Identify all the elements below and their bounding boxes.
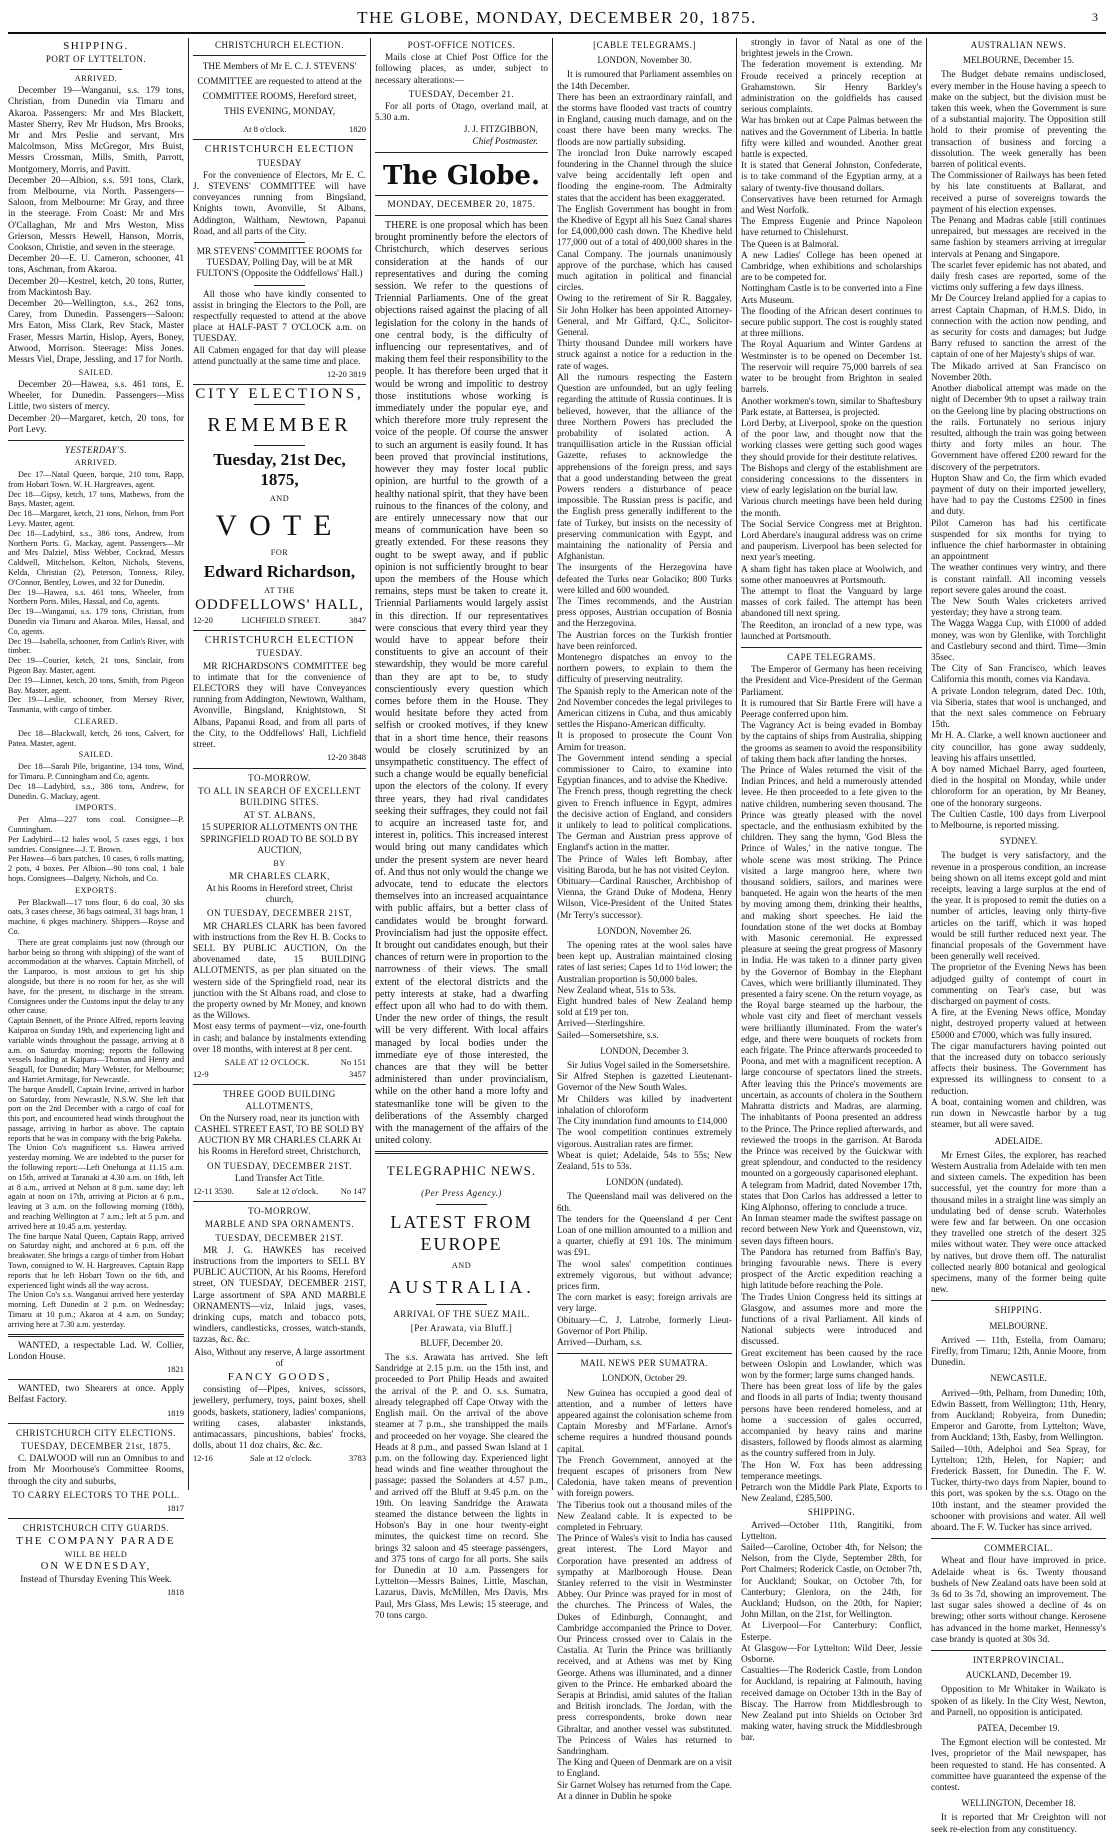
city-elections: CITY ELECTIONS, [195, 386, 364, 403]
masthead [0, 0, 1114, 34]
election-body: THE Members of Mr E. C. J. STEVENS' COMMITTEE are requested to attend at the COMMITTEE ROOMS, Hereford street, THIS EVENING, MONDAY, [197, 62, 362, 118]
divider [193, 384, 366, 385]
ad-wanted-shearers: WANTED, two Shearers at once. Apply Belfast Factory. [8, 1384, 184, 1406]
ad-ref: 12-20 3819 [327, 369, 366, 380]
dateline-melbourne-2: MELBOURNE. [989, 1320, 1048, 1331]
yesterday-list: Dec 17—Natal Queen, barque, 210 tons, Rapp, from Hobart Town. W. H. Hargreaves, agent. Dec 18—Gipsy, ketch, 17 tons, Mathews, from the Bays. Master, agent. Dec 18—Margaret, ketch, 21 tons, Nelson, from Port Levy. Master, agent. Dec 18—Ladybird, s.s., 386 tons, Andrew, from Northern Ports. G. Mackay, agent. Passengers—Mr and Mrs Dalziel, Miss Webber, Cockrad, Messrs Caldwell, Mitchelson, Kelton, Nichols, Stevens, Kelda, Christian (2), Peterson, Tonness, Riley, O'Connor, Bentley, Lowes, and 32 for Dunedin. Dec 19—Hawea, s.s. 461 tons, Wheeler, from Northern Ports. Miles, Hassal, and Co, agents. Dec 19—Wanganui, s.s. 179 tons, Christian, from Dunedin via Timaru and Akaroa. Miles, Hassal, and Co, agents. Dec 19—Isabella, schooner, from Catlin's River, with timber. Dec 19—Courier, ketch, 21 tons, Sinclair, from Pigeon Bay. Master, agent. Dec 19—Linnet, ketch, 20 tons, Smith, from Pigeon Bay. Master, agent. Dec 19—Leslie, schooner, from Mersey River, Tasmania, with cargo of timber. [8, 470, 184, 715]
elections-ad-tag: TO CARRY ELECTORS TO THE POLL. [12, 1489, 180, 1500]
dateline-london-dec3: LONDON, December 3. [600, 1045, 689, 1056]
guards-on: ON WEDNESDAY, [40, 1561, 152, 1573]
post-office-heading: POST-OFFICE NOTICES. [407, 40, 516, 50]
divider [254, 285, 306, 286]
richardson-heading: CHRISTCHURCH ELECTION [204, 635, 355, 647]
yesterday-heading: YESTERDAY'S. [64, 445, 128, 456]
telegraphic-sub: (Per Press Agency.) [421, 1188, 502, 1199]
hall-name: ODDFELLOWS' HALL, [195, 596, 364, 613]
divider [8, 440, 184, 441]
ad-ref: No 151 [340, 1056, 366, 1067]
telegraphic-body: The s.s. Arawata has arrived. She left Sandridge at 2.15 p.m. on the 15th inst, and proceeded to Port Philip Heads and awaited the arrival of the P. and O. s.s. Sumatra, already telegraphed off Cape Otway with the English mail. On the arrival of the above steamer at 7 p.m., she transhipped the mails and proceeded on her voyage. She cleared the Heads at 8 p.m., and passed Swan Island at 1 p.m. on the following day. Experienced light head winds and fine weather throughout the passage; passed the Solanders at 4.57 p.m., and arrived off the Bluff at 9.45 p.m. on the 19th. On leaving Sandridge the Arawata steamed the distance between the lights in Hobson's Bay in one hour twenty-eight minutes, the quickest time on record. She brings 32 saloon and 45 steerage passengers, and 375 tons of cargo for all ports. She sails for Dunedin at 10 a.m. Passengers for Lyttelton—Messrs Baines, Little, Maschan, Lazarus, Davis, McMillen, Mrs Davis, Mrs Paul, Mrs Glass, Mrs Lewis; 15 steerage, and 70 tons cargo. [375, 1353, 548, 1621]
and-label: AND [451, 1260, 472, 1270]
committee-rooms: MR STEVENS' COMMITTEE ROOMS for TUESDAY, Polling Day, will be at MR FULTON'S (Opposite the Oddfellows' Hall.) [196, 247, 363, 280]
ad-ref: 1820 [349, 124, 366, 135]
melbourne-body: The Budget debate remains undisclosed, every member in the House having a speech to make on the subject, but the division must be taken this week, when the Government is sure of a substantial majority. The Opposition still hold to their promise of preventing the transaction of business and forcing a dissolution. The week generally has been barren of political events. The Commissioner of Railways has been feted by his late constituents at Ballarat, and received a purse of sovereigns towards the payment of his election expenses. The Penang and Madras cable [still continues unrepaired, but messages are received in the same fashion by steamers arriving at irregular intervals at Penang and Singapore. The scarlet fever epidemic has not abated, and daily fresh cases are reported, some of the victims only suffering a few days illness. Mr De Courcey Ireland applied for a capias to arrest Captain Chapman, of H.M.S. Dido, in connection with the action now pending, and as security for costs and damages; but Judge Barry refused to sanction the arrest of the captain of one of her Majesty's ships of war. The Mikado arrived at San Francisco on November 20th. Another diabolical attempt was made on the night of December 9th to upset a railway train on the Geelong line by placing obstructions on the rails. Fortunately no serious injury resulted, although the train was going between thirty and forty miles an hour. The Government have offered £200 reward for the discovery of the perpetrators. Hupton Shaw and Co, the firm which evaded payment of duty on their imported jewellery, have had to pay the Customs £2500 in fines and duty. Pilot Cameron has had his certificate suspended for six months for trying to influence the chief harbormaster in obtaining an appointment The weather continues very wintry, and there is constant rainfall. All incoming vessels report severe gales around the coast. The New South Wales cricketers arrived yesterday; they have a strong team. The Wagga Wagga Cup, with £1000 of added money, was won by Glenlike, with Torchlight and Castlebury second and third. Time—3min 35sec. The City of San Francisco, which leaves California this month, comes via Kandava. A private London telegram, dated Dec. 10th, via Siberia, states that wool is unchanged, and that the next sales commence on February 15th. Mr H. A. Clarke, a well known auctioneer and city councillor, has gone away suddenly, leaving his affairs unsettled. A boy named Michael Barry, aged fourteen, died in the hospital on Monday, while under chloroform for an operation, by Mr Beaney, one of the honorary surgeons. The Cultien Castle, 100 days from Liverpool to Melbourne, is reported missing. [931, 70, 1106, 832]
commercial-heading: COMMERCIAL. [984, 1543, 1053, 1554]
cape-body: The Emperor of Germany has been receiving the President and Vice-President of the German Parliament. It is rumoured that Sir Bartle Frere will have a Peerage conferred upon him. The Vagrancy Act is being evaded in Bombay by the captains of ships from Australia, shipping the grooms as seamen to avoid the responsibility of taking them back after landing the horses. The Prince of Wales returned the visit of the Indian Princes, and held a numerously attended levee. He then proceeded to a fete given to the native children, numbering seven thousand. The Prince was greatly pleased with the novel spectacle, and the enthusiasm exhibited by the children. They sang the hymn, 'God Bless the Prince of Wales,' in the native tongue. The whole scene was most striking. The Prince visited a large mangroo here, where two thousand soldiers, sailors, and marines were banqueted. He again won the hearts of the men by moving among them, drinking their healths, and making short speeches. He laid the foundation stone of the wet docks at Bombay with Masonic ceremonial. He expressed pleasure at seeing the great progress of Masonry in India. He was taken to a dinner party given by the Governor of Bombay in the Elephant Caves, which were brilliantly illuminated. They presented a fairy scene. On the return voyage, as the Royal barge steamed up the harbour, the whole vast city and fleet of merchant vessels were brilliantly illuminated. From the water's edge, and there were bouquets of rockets from each frigate. The Prince afterwards proceeded to Poona, and met with a magnificent reception. A large concourse of spectators lined the streets. After leaving this the Prince's movements are uncertain, as accounts of cholera in the Southern Mahratta districts and Madras, are alarming. The inhabitants of Poona presented an address to the Prince. The Prince replied afterwards, and reviewed the troops in the garrison. At Baroda the Prince was received by the Guickwar with great splendour, and conducted to the residency mounted on a gorgeously caparisoned elephant. A telegram from Madrid, dated November 17th, states that Don Carlos has addressed a letter to King Alphonso, offering to conclude a truce. An Inman steamer made the swiftest passage on record between New York and Queenstown, viz, seven days fifteen hours. The Pandora has returned from Baffin's Bay, bringing favourable news. There is every prospect of the Arctic expedition reaching a high latitude before reaching the Pole. The Trades Union Congress held its sittings at Glasgow, and assumes more and more the functions of a rival Parliament. All kinds of National subjects were introduced and discussed. Great excitement has been caused by the race between Oslopin and Lowlander, which was won by the former; large sums changed hands. There has been great loss of life by the gales and floods in all parts of India; twenty thousand persons have been rendered homeless, and at home a succession of gales occurred, accompanied by heavy rains and marine disasters, followed by floods almost as alarming as the country suffered from in July. The Hon W. Fox has been addressing temperance meetings. Petrarch won the Middle Park Plate, Exports to New Zealand, £285,500. [741, 665, 922, 1505]
divider [436, 1204, 488, 1205]
three-lots-heading: THREE GOOD BUILDING ALLOTMENTS, [223, 1089, 336, 1111]
for-label: FOR [270, 548, 289, 558]
interprovincial-heading: INTERPROVINCIAL. [972, 1655, 1065, 1666]
ad-ref: 3847 [348, 615, 366, 626]
election-heading: CHRISTCHURCH ELECTION. [214, 40, 344, 50]
three-lots-sale: Sale at 12 o'clock. [256, 1186, 319, 1196]
divider [193, 139, 366, 140]
arrived-list: December 19—Wanganui, s.s. 179 tons, Christian, from Dunedin via Timaru and Akaroa. Passengers: Mr and Mrs Blackett, Master Sherry, Rev Mr Hudson, Mrs Brooks, Mr and Mrs Peslie and servant, Mrs Malcolmson, Miss McGregor, Mrs Buist, Messrs Crossman, Mills, Smith, Parrott, Montgomery, Morris, and Pavitt. December 20—Albion, s.s. 591 tons, Clark, from Melbourne, via North. Passengers—Saloon, from Melbourne: Mr Gray, and three in the steerage. From Coast: Mr and Mrs O'Callaghan, Mr and Mrs Weston, Miss Grierson, Messrs Hewell, Hanson, Morris, Cookson, Christie, and seven in the steerage. December 20—E. U. Cameron, schooner, 41 tons, Aschman, from Akaroa. December 20—Kestrel, ketch, 20 tons, Rutter, from Mackintosh Bay. December 20—Wellington, s.s., 262 tons, Carey, from Dunedin. Passengers—Saloon: Mrs Eaton, Miss Clark, Rev Stack, Master Fraser, Messrs Martin, Hislop, Ayers, Boney, Atwood, Morrison. Steerage: Miss Jones. Messrs Viel, Drape, Jessling, and 17 for North. [8, 86, 184, 366]
elections-ad-heading: CHRISTCHURCH CITY ELECTIONS. [16, 1427, 176, 1438]
divider [70, 69, 123, 70]
cable-body: It is rumoured that Parliament assembles on the 14th December. There has been an extraordinary rainfall, and the storms have flooded vast tracts of country in England, causing much damage, and on the coast there have been many wrecks. The floods are now partially subsiding. The ironclad Iron Duke narrowly escaped foundering in the Channel through the sluice valve being accidentally left open and flooding the engine-room. The Admiralty states that the accident has been exaggerated. The English Government has bought in from the Khedive of Egypt all his Suez Canal shares for £4,000,000 cash down. The Khedive held 177,000 out of a total of 400,000 shares in the Canal Company. The journals unanimously approve of the purchase, which has caused much agitation in political and financial circles. Owing to the retirement of Sir R. Baggaley, Sir John Holker has been appointed Attorney-General, and Mr Giffard, Q.C., Solicitor-General. Thirty thousand Dundee mill workers have struck against a notice for a reduction in the rate of wages. All the rumours respecting the Eastern Question are unfounded, but an ugly feeling regarding the attitude of Russia continues. It is believed, however, that the alliance of the three Northern Powers has precluded the probability of isolated action. A tranquillisation article in the Russian official Gazette, refuses to acknowledge the apprehensions of the foreign press, and says that a good understanding between the great Powers renders a disturbance of peace impossible. The Russian press is pacific, and the English press generally indifferent to the fate of Turkey, but insists on the necessity of preserving communication with Egypt, and maintaining the nationality of Persia and Afghanistan. The insurgents of the Herzegovina have defeated the Turks near Golaciko; 800 Turks were killed and 600 wounded. The Times recommends, and the Austrian press opposes, Austrian occupation of Bosnia and the Herzegovina. The Austrian forces on the Turkish frontier have been reinforced. Montenegro dispatches an envoy to the northern powers, to explain to them the difficulty of preserving neutrality. The Spanish reply to the American note of the 2nd November concedes the legal privileges to American citizens in Cuba, and thus amicably settles the Hispano-American difficulty. It is proposed to prosecute the Count Von Arnim for treason. The Government intend sending a special commissioner to Cairo, to examine into Egyptian finances, and to advise the Khedive. The French press, though regretting the check given to French influence in Egypt, admires the decisive action of England, and considers it unlikely to lead to political complications. The German and Austrian press approve of England's action in the matter. The Prince of Wales left Bombay, after visiting Baroda, but he has not visited Ceylon. Obituary—Cardinal Rauscher, Archbishop of Vienna, the Grand Duke of Modena, Henry Wilson, Vice-President of the United States (Mr Terry's successor). [557, 70, 732, 921]
column-5-news [736, 38, 926, 1744]
divider [375, 215, 548, 216]
divider [931, 1650, 1106, 1651]
dateline-auckland: AUCKLAND, December 19. [965, 1670, 1072, 1681]
fancy-goods: FANCY GOODS, [227, 1371, 332, 1384]
patea-body: The Egmont election will be contested. Mr Ives, proprietor of the Mail newspaper, has been requested to stand. He has consented. A committee have guaranteed the expense of the contest. [931, 1738, 1106, 1794]
suez-mail: ARRIVAL OF THE SUEZ MAIL. [393, 1309, 530, 1320]
ad-ref: No 147 [340, 1186, 366, 1196]
sailed-label: SAILED. [78, 368, 114, 378]
exports-list: Per Blackwall—17 tons flour, 6 do coal, 30 sks oats, 3 cases cheese, 36 bags oatmeal, 31 bags bran, 1 machine, 6 pkges machinery. Shippers—Royse and Co. [8, 897, 184, 936]
shipping-heading-2: SHIPPING. [807, 1507, 856, 1518]
three-lots-body: On the Nursery road, near its junction with CASHEL STREET EAST, TO BE SOLD BY AUCTION BY MR CHARLES CLARK At his Rooms in Hereford street, Christchurch, [194, 1113, 365, 1158]
exports-label: EXPORTS. [75, 885, 117, 895]
post-office-date: TUESDAY, December 21. [408, 88, 515, 99]
guards-instead: Instead of Thursday Evening This Week. [20, 1574, 172, 1585]
dateline-newcastle: NEWCASTLE. [990, 1373, 1047, 1384]
divider [254, 404, 306, 405]
melbourne-shipping: Arrived — 11th, Estella, from Oamaru; Firefly, from Timaru; 12th, Annie Moore, from Dunedin. [931, 1335, 1106, 1369]
globe-date: MONDAY, DECEMBER 20, 1875. [387, 199, 536, 210]
helpers-body: All those who have kindly consented to assist in bringing the Electors to the Poll, are respectfully requested to attend at the above place at HALF-PAST 7 O'CLOCK a.m. on TUESDAY. All Cabmen engaged for that day will please attend punctually at the same time and place. [193, 289, 366, 367]
dateline-patea: PATEA, December 19. [977, 1723, 1060, 1734]
imports-list: Per Alma—227 tons coal. Consignee—P. Cunningham. Per Ladybird—12 bales wool, 5 cases eggs, 1 box sundries. Consignee—J. T. Brown. Per Hawea—6 bars patches, 10 cases, 6 rolls matting, 2 pots, 4 boxes. Per Albion—90 tons coal, 1 bale hops. Consignees—Dalgety, Nichols, and Co. [8, 815, 184, 883]
fancy-body: consisting of—Pipes, knives, scissors, jewellery, perfumery, toys, paint boxes, shell goods, baskets, stationery, ladies' companions, writing cases, alabaster inkstands, antimacassars, pincushions, babies' frocks, dolls, about 11 doz chairs, &c. &c. [193, 1385, 366, 1452]
marble-heading: MARBLE AND SPA ORNAMENTS. [204, 1219, 355, 1230]
editorial-body: THERE is one proposal which has been brought prominently before the electors of Christchurch, which deserves serious consideration at the hands of our representatives and during the coming session. We refer to the questions of Triennial Parliaments. One of the great objections raised against the placing of all legislation for the colony in the hands of one central body, is the difficulty of influencing our representatives, and of making them feel their responsibility to the people. It has therefore been urged that it would be wrong and impolitic to destroy those institutions whose working is immediately under the popular eye, and which therefore more truly represent the voice of the people. Of course the answer to such an argument is easily found. It has been proved that provincial institutions, however they may foster local public opinion, are hurtful to the growth of a healthy national spirit, that they have been ruinous to the finances of the colony, and are entirely unnecessary now that our means of communication have been so greatly extended. For these reasons they ought to be swept away, and if public opinion is not sufficiently brought to bear upon the members of the House which remains, steps must be taken to create it. Triennial Parliaments would largely assist in this direction. If our representatives were conscious that every third year they would have to appear before their constituents to give an account of their stewardship, they would be more careful than they are apt to be, to study conscientiously every question which comes before them in the House. They would hesitate before they acted from selfish or crooked motives, if they knew that in a short time hence, their reasons would be closely scrutinized by an unsympathetic constituency. The effect of such a change would be equally beneficial upon the electors of the colony. If every three years, they had rival candidates seeking their suffrages, they could not fail to acquire an increased taste for, and interest in, politics. This increased interest would bring out many candidates which under the present system are never heard of. And thus not only would the change we advocate, tend to educate the electors themselves into an increased acquaintance with public affairs, but a better class of candidates would be brought forward. Provincialism had just the opposite effect. It brought out candidates enough, but their chances of return were in proportion to the narrowness of their views. The small extent of the electoral districts and the petty interests at stake, had a dwarfing effect upon all who had to do with them. Under the new order of things, the result will be very different. With local affairs managed by local bodies under the immediate eye of those interested, the chances are that they will be better administered than under provincialism, while on the other hand a more lofty and statesmanlike tone will be given to the deliberations of the Assembly charged with the management of the affairs of the united colony. [375, 220, 548, 1147]
tomorrow-label: TO-MORROW. [248, 772, 311, 783]
wellington-body: It is reported that Mr Creighton will not seek re-election from any constituency. [931, 1813, 1106, 1835]
newspaper-title: THE GLOBE, MONDAY, DECEMBER 20, 1875. [357, 8, 757, 27]
divider [8, 1334, 184, 1337]
divider [931, 1300, 1106, 1301]
divider [375, 1151, 548, 1154]
newcastle-shipping: Arrived—9th, Pelham, from Dunedin; 10th, Edwin Bassett, from Wellington; 11th, Henry, from Auckland; Robyeira, from Dunedin; Emperor and Garotte, from Lyttelton; Wave, from Auckland; 13th, Easby, from Wellington. Sailed—10th, Adelphoi and Sea Spray, for Lyttelton; 12th, Helen, for Napier; and Frederick Bassett, for Dunedin. The F. W. Tucker, thirty-two days from Napier, bound to this port, was spoken by the s.s. Otago on the 10th instant, and the steamer provided the schooner with provisions and water. All well aboard. The F. W. Tucker has since arrived. [931, 1388, 1106, 1533]
shipping-heading: SHIPPING. [63, 40, 129, 52]
tomorrow-label-2: TO-MORROW. [248, 1206, 311, 1217]
hall-address: LICHFIELD STREET. [241, 615, 321, 626]
remember: REMEMBER [207, 414, 352, 437]
shipping-body-2: Arrived—October 11th, Rangitiki, from Lyttelton. Sailed—Caroline, October 4th, for Nelson; the Nelson, from the Clyde, September 28th, for Port Chalmers; Roderick Castle, on October 7th, for Auckland; Soukar, on October 7th, for Canterbury; Glenlora, on the 24th, for Auckland; Hudson, on the 20th, for Napier; John Millan, on the 21st, for Wellington. At Liverpool—For Canterbury: Conflict, Esterpe. At Glasgow—For Lyttelton: Wild Deer, Jessie Osborne. Casualties—The Roderick Castle, from London for Auckland, is repairing at Falmouth, having received damage on October 13th in the Bay of Biscay. The Harrow from Middlesbrough to New Zealand put into Shields on October 3rd making water, having struck the Middlesbrough bar. [741, 1520, 922, 1744]
sites-lots: 15 SUPERIOR ALLOTMENTS ON THE SPRINGFIELD ROAD TO BE SOLD BY AUCTION, [200, 823, 359, 856]
imports-label: IMPORTS. [75, 803, 117, 813]
column-6-australian [926, 38, 1110, 1835]
yesterday-arrived-label: ARRIVED. [74, 458, 118, 468]
marble-body: MR J. G. HAWKES has received instructions from the importers to SELL BY PUBLIC AUCTION, At his Rooms, Hereford street, ON TUESDAY, DECEMBER 21ST, Large assortment of SPA AND MARBLE ORNAMENTS—viz, Inlaid jugs, vases, drinking cups, match and tobacco pots, windlers, candlesticks, crosses, watch-stands, tazzas, &c. &c. [193, 1245, 366, 1346]
ad-ref: 3457 [349, 1069, 366, 1080]
cable-heading: [CABLE TELEGRAMS.] [593, 40, 696, 50]
candidate-name: Edward Richardson, [203, 562, 356, 582]
column-2-advertisements [188, 38, 370, 1490]
cleared-label: CLEARED. [74, 717, 118, 727]
ad-ref: 12-16 [193, 1453, 213, 1464]
dateline-london-nov26: LONDON, November 26. [597, 925, 692, 936]
three-lots-date: ON TUESDAY, DECEMBER 21ST. [207, 1160, 352, 1171]
marble-also: Also, Without any reserve, A large assortment of [194, 1347, 365, 1369]
guards-will: WILL BE HELD [64, 1549, 128, 1559]
ad-ref: 3783 [349, 1453, 366, 1464]
tuesday-body: For the convenience of Electors, Mr E. C. J. STEVENS' COMMITTEE will have conveyances running from Bingsland, Knights town, Avonville, St Albans, Addington, Waltham, Newtown, Papanui Road, and all parts of the City. [193, 170, 366, 237]
masthead-rule [8, 32, 1106, 34]
and-label: AND [269, 494, 290, 504]
mail-news-body: New Guinea has occupied a good deal of attention, and a number of letters have appeared against the colonisation scheme from Captain Moresby and M'Farlane. Arnot's scheme requires a hundred thousand pounds capital. The French Government, annoyed at the frequent escapes of prisoners from New Caledonia, have taken means of prevention with foreign powers. The Tiberius took out a thousand miles of the New Zealand cable. It is expected to be completed in February. The Prince of Wales's visit to India has caused great interest. The Lord Mayor and Corporation have presented an address of sympathy at Marlborough House. Dean Stanley referred to the visit in Westminster Abbey. Our Prince was prayed for in most of the churches. The Princess of Wales, the Dukes of Edinburgh, Connaught, and Cambridge accompanied the Prince to Dover. Our Princess crossed over to Calais in the Castalia. At Turin the Prince was brilliantly received, and at Athens was met by King George. Athens was illuminated, and a dinner given to the Prince. He embarked aboard the Serapis at Brindisi, amid salutes of the Italian and British ironclads. The Jordan, with the press correspondents, broke down near Gibraltar, and another vessel was substituted. The Princess of Wales has returned to Sandringham. The King and Queen of Denmark are on a visit to England. Sir Garnet Wolsey has returned from the Cape. At a dinner in Dublin he spoke [557, 1388, 732, 1802]
divider [436, 1304, 488, 1305]
sites-heading: TO ALL IN SEARCH OF EXCELLENT BUILDING SITES. [198, 785, 361, 807]
sites-sale: SALE AT 12 O'CLOCK. [224, 1056, 310, 1067]
divider [254, 445, 306, 446]
sailed-list: December 20—Hawea, s.s. 461 tons, E. Wheeler, for Dunedin. Passengers—Miss Little, two sisters of mercy. December 20—Margaret, ketch, 20 tons, for Port Levy. [8, 380, 184, 435]
divider [193, 1084, 366, 1085]
elections-ad-date: TUESDAY, DECEMBER 21st, 1875. [20, 1441, 172, 1452]
divider [557, 1353, 732, 1354]
guards-heading: CHRISTCHURCH CITY GUARDS. [22, 1523, 170, 1534]
ad-ref: 12-9 [193, 1069, 209, 1080]
column-4-cable [552, 38, 736, 1802]
post-office-body: Mails close at Chief Post Office for the following places, as under, subject to necessary alterations:— [375, 53, 548, 86]
dateline-bluff: BLUFF, December 20. [420, 1337, 503, 1348]
divider [8, 1518, 184, 1519]
sailed2-label: SAILED. [78, 750, 114, 760]
sites-location: AT ST. ALBANS, [243, 810, 316, 821]
latest-from-europe: LATEST FROM EUROPE [390, 1211, 533, 1254]
divider [741, 647, 922, 648]
dateline-london-undated: LONDON (undated). [606, 1177, 683, 1188]
post-office-signature: J. J. FITZGIBBON, [463, 125, 538, 136]
divider [931, 1538, 1106, 1539]
dateline-sydney: SYDNEY. [999, 836, 1038, 847]
per-arawata: [Per Arawata, via Bluff.] [410, 1322, 513, 1333]
tuesday-date: Tuesday, 21st Dec, 1875, [213, 450, 346, 490]
sites-by: BY [273, 858, 286, 868]
australia: AUSTRALIA. [388, 1277, 535, 1298]
divider [193, 768, 366, 769]
london-nov26-body: The opening rates at the wool sales have been kept up. Australian maintained closing rates of last series; Capes 1d to 1½d lower; the Australian proportion is 50,000 bales. New Zealand wheat, 51s to 53s. Eight hundred bales of New Zealand hemp sold at £19 per ton. Arrived—Sterlingshire. Sailed—Somersetshire, s.s. [557, 941, 732, 1041]
cleared-list: Dec 18—Blackwall, ketch, 26 tons, Calvert, for Patea. Master, agent. [8, 728, 184, 748]
dateline-london-oct29: LONDON, October 29. [602, 1373, 687, 1384]
election-time: At 8 o'clock. [243, 124, 287, 135]
divider [8, 1423, 184, 1424]
tuesday-sub: TUESDAY [257, 157, 302, 168]
globe-title: The Globe. [382, 160, 541, 191]
marble-date: TUESDAY, DECEMBER 21ST. [215, 1232, 344, 1243]
column-3-editorial [370, 38, 552, 1621]
ad-ref: 12-20 3848 [327, 752, 366, 763]
dateline-wellington: WELLINGTON, December 18. [961, 1798, 1076, 1809]
sites-auctioneer: MR CHARLES CLARK, [229, 870, 330, 881]
tuesday-heading: CHRISTCHURCH ELECTION [204, 144, 355, 156]
dateline-melbourne: MELBOURNE, December 15. [963, 55, 1074, 66]
post-office-detail: For all ports of Otago, overland mail, at 5.30 a.m. [375, 102, 548, 124]
divider [254, 242, 306, 243]
adelaide-body: Mr Ernest Giles, the explorer, has reached Western Australia from Adelaide with ten men and sixteen camels. The expedition has been successful, yet the country for more than a thousand miles in a straight line was simply an undulating bed of dense scrub. Waterholes were few and far between. On one occasion they travelled one stretch of the desert 325 miles without water. They were once attacked by natives, but drove them off. The naturalist collected nearly 800 botanical and geological specimens, many of the former being quite new. [931, 1150, 1106, 1296]
divider [193, 55, 366, 56]
commercial-body: Wheat and flour have improved in price. Adelaide wheat is 6s. Twenty thousand bushels of New Zealand oats have been sold at 3s 6d to 3s 7d, showing an improvement. The last sugar sales showed a decline of 4s on brewing; other sorts without change. Kerosene has advanced in the home market, Hennessy's case brandy is quoted at 30s 3d. [931, 1556, 1106, 1645]
sites-rooms: At his Rooms in Hereford street, Christ church, [206, 883, 353, 906]
sites-body: MR CHARLES CLARK has been favored with instructions from the Rev H. B. Cocks to SELL BY PUBLIC AUCTION, On the abovenamed date, 15 BUILDING ALLOTMENTS, as per plan situated on the western side of the Springfield road, near its junction with the St Albans road, and close to the property owned by Mr Money, and known as the Willows. Most easy terms of payment—viz, one-fourth in cash; and balance by instalments extending over 18 months, with interest at 8 per cent. [193, 921, 366, 1055]
ad-ref: 12-20 [193, 615, 213, 626]
ad-ref: 1818 [167, 1586, 184, 1597]
telegraphic-heading: TELEGRAPHIC NEWS. [386, 1163, 537, 1179]
arrived-label: ARRIVED. [74, 74, 118, 84]
divider [375, 152, 548, 153]
shipping-heading-3: SHIPPING. [994, 1305, 1043, 1316]
dateline-adelaide: ADELAIDE. [994, 1135, 1043, 1146]
richardson-sub: TUESDAY. [256, 648, 303, 659]
australian-heading: AUSTRALIAN NEWS. [970, 40, 1067, 50]
richardson-body: MR RICHARDSON'S COMMITTEE beg to intimate that for the convenience of ELECTORS they will have Conveyances running from Addington, Newtown, Waltham, Avonville, Bingsland, Knightstown, St Albans, Papanui Road, and from all parts of the City, to the Oddfellows' Hall, Lichfield street. [193, 661, 366, 751]
auckland-body: Opposition to Mr Whitaker in Waikato is spoken of as likely. In the City West, Newton, and Parnell, no opposition is anticipated. [931, 1685, 1106, 1718]
ad-ref: 1821 [167, 1364, 184, 1375]
fancy-sale: Sale at 12 o'clock. [249, 1453, 312, 1464]
shipping-notes: There are great complaints just now (through our harbor being so throng with shipping) of the want of accommodation at the wharves. Captain Mitchell, of the Lanparoo, is most anxious to get his ship alongside, but there is no room for her, as she will have, for the present, to discharge in the stream. Consignees under the Customs input the delay to any other cause. Captain Bennett, of the Prince Alfred, reports leaving Kaiparoa on Sunday 19th, and experiencing light and variable winds throughout the passage, arriving at 8 a.m. on Saturday morning; reports the following vessels loading at Kaipara—Thomas and Henry and Seagull, for Dunedin; Mary Webster, for Melbourne; and Harriet Armitage, for Newcastle. The barque Ansdell, Captain Irvine, arrived in harbor on Saturday, from Newcastle, N.S.W. She left that port on the 2nd December with a cargo of coal for this port, and encountered head winds throughout the passage, arriving in harbor as above. The captain reports that he was in company with the brig Pakeha. The Union Co's magnificent s.s. Hawea arrived yesterday morning. We are indebted to the purser for the following report:—Left Onehunga at 11.15 a.m. on 15th, arrived at Taranaki at 4.30 a.m. on 16th, left at 8 a.m., arrived at Nelson at 8 p.m. same day; left again at noon on 17th, arriving at Picton at 6 p.m., leaving at 3 a.m. on the following morning (18th), and reaching Wellington at 7 a.m.; left at 5 p.m. and arrived here at 10.45 a.m. yesterday. The fine barque Natal Queen, Captain Rapp, arrived on Saturday night, and anchored at 6 p.m. off the breakwater. She brings a cargo of timber from Hobart Town, consigned to W. H. Hargreaves. Captain Rapp reports that he left Hobart Town on the 6th, and experienced light winds all the way across. The Union Co's s.s. Wanganui arrived here yesterday morning. Left Dunedin at 2 p.m. on Wednesday; Timaru at 10 p.m.; Akaroa at 4 a.m. on Sunday; arriving here at 7.30 a.m. yesterday. [8, 937, 184, 1329]
port-heading: PORT OF LYTTELTON. [45, 54, 147, 65]
sites-date: ON TUESDAY, DECEMBER 21ST, [207, 908, 352, 919]
divider [8, 1379, 184, 1380]
ad-wanted-lad: WANTED, a respectable Lad. W. Collier, London House. [8, 1340, 184, 1362]
mail-news-continued: strongly in favor of Natal as one of the brightest jewels in the Crown. The federation movement is extending. Mr Froude received a princely reception at Grahamstown. Sir Henry Barkley's administration on the goldfields has caused serious complaints. War has broken out at Cape Palmas between the natives and the Government of Liberia. In battle fifty were killed and wounded. Another great battle is expected. It is stated that General Johnston, Confederate, is to take command of the Egyptian army, at a salary of twenty-five thousand dollars. Conservatives have been returned for Armagh and West Norfolk. The Empress Eugenie and Prince Napoleon have returned to Chislehurst. The Queen is at Balmoral. A new Ladies' College has been opened at Cambridge, when exhibitions and scholarships are to be competed for. Nottingham Castle is to be converted into a Fine Arts Museum. The flooding of the African desert continues to secure public support. The cost is roughly stated at three millions. The Royal Aquarium and Winter Gardens at Westminster is to be opened on December 1st. The reservoir will require 75,000 barrels of sea water to be brought from Brighton in sealed barrels. Another workmen's town, similar to Shaftesbury Park estate, at Battersea, is projected. Lord Derby, at Liverpool, spoke on the question of the poor law, and thought now that the working classes were getting such good wages they should provide for their destitute relatives. The Bishops and clergy of the establishment are considering concessions to the dissenters in view of early legislation on the burial law. Various church meetings have been held during the month. The Social Service Congress met at Brighton. Lord Aberdare's inaugural address was on crime and pauperism. Liverpool has been selected for next year's meeting. A sham fight has taken place at Woolwich, and some other manoeuvres at Portsmouth. The attempt to float the Vanguard by large masses of cork failed. The attempt has been abandoned till next spring. The Reediton, an ironclad of a new type, was launched at Portsmouth. [741, 38, 922, 642]
post-office-title: Chief Postmaster. [472, 136, 538, 147]
sydney-body: The budget is very satisfactory, and the revenue in a prosperous condition, an increase being shown on all items except gold and mint receipts, leaving a large surplus at the end of the year. It is proposed to remit the duties on a number of articles, leaving only thirty-five articles on the tariff, which it was hoped would be still further reduced next year. The financial proposals of the Government have been generally well received. The proprietor of the Evening News has been adjudged guilty of contempt of court in commenting on Tear's case, but was discharged on payment of costs. A fire, at the Evening News office, Monday night, destroyed property valued at between £5000 and £7000, which was fully insured. The cigar manufacturers having pointed out that the increased duty on tobacco seriously affects their business. The Government has expressed its willingness to consent to a reduction. A boat, containing women and children, was run down in Newcastle harbor by a tug steamer, but all were saved. [931, 851, 1106, 1131]
divider [375, 195, 548, 196]
london-dec3-body: Sir Julius Vogel sailed in the Somersetshire. Sir Alfred Stephen is gazetted Lieutenant-Governor of the New South Wales. Mr Childers was killed by inadvertent inhalation of chloroform The City inundation fund amounts to £14,000 The wool competition continues extremely vigorous. Australian rates are firmer. Wheat is quiet; Adelaide, 54s to 55s; New Zealand, 51s to 53s. [557, 1061, 732, 1172]
dateline-london-nov30: LONDON, November 30. [597, 55, 692, 66]
column-1-shipping [4, 38, 188, 1597]
ad-ref: 12-11 3530. [193, 1186, 234, 1196]
divider [193, 1201, 366, 1202]
page-number: 3 [1092, 10, 1098, 24]
elections-ad-body: C. DALWOOD will run an Omnibus to and from Mr Moorhouse's Committee Rooms, through the city and suburbs, [8, 1454, 184, 1487]
ad-ref: 1819 [167, 1407, 184, 1418]
mail-news-heading: MAIL NEWS PER SUMATRA. [580, 1358, 709, 1369]
three-lots-title: Land Transfer Act Title. [234, 1173, 325, 1184]
cape-heading: CAPE TELEGRAMS. [787, 651, 876, 662]
sailed2-list: Dec 18—Sarah Pile, brigantine, 134 tons, Wind, for Timaru. P. Cunningham and Co, agents. Dec 18—Ladybird, s.s., 386 tons, Andrew, for Dunedin. G. Mackay, agent. [8, 762, 184, 801]
vote: VOTE [215, 509, 344, 543]
divider [193, 630, 366, 631]
guards-title: THE COMPANY PARADE [16, 1535, 176, 1548]
at-the-label: AT THE [264, 586, 295, 596]
ad-ref: 1817 [167, 1503, 184, 1514]
london-undated-body: The Queensland mail was delivered on the 6th. The tenders for the Queensland 4 per Cent Loan of one million amounted to a million and a quarter, chiefly at £91 10s. The minimum was £91. The wool sales' competition continues extremely vigorous, but without advance; prices firm. The corn market is easy; foreign arrivals are very large. Obituary—C. J. Latrobe, formerly Lieut-Governor of Port Philip. Arrived—Durham, s.s. [557, 1192, 732, 1348]
